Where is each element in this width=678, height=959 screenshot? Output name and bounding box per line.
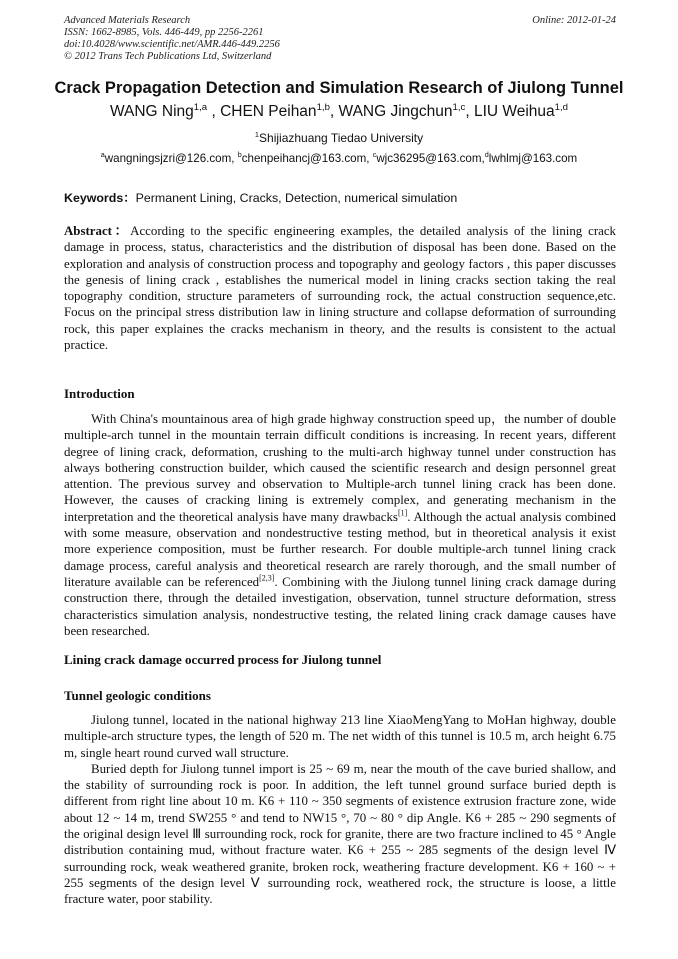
keywords-label: Keywords： (64, 191, 136, 205)
email-address[interactable]: wjc36295@163.com, (376, 152, 485, 165)
subsection-heading: Tunnel geologic conditions (64, 688, 211, 703)
intro-text-1: With China's mountainous area of high grade highway construction speed up，the number of double multiple-arch tunnel in the mountain terrain difficult conditions is increasing. In recent years, different degree of lining crack, deformation, crushing to the multi-arch highway tunnel under construction has always bothering construction builder, which caused the scientific research and design personnel great attention. The previous survey and observation to Multiple-arch tunnel lining crack has been done. However, the causes of cracking lining is extremely complex, and generating mechanism in the interpretation and the theoretical analysis have many drawbacks (64, 412, 616, 524)
affiliation (40, 131, 638, 145)
email-sup: a (100, 150, 105, 160)
email-sup: b (237, 150, 242, 160)
author-sup: 1,d (554, 101, 569, 113)
email-sup: d (484, 150, 489, 160)
intro-text-3: . Combining with the Jiulong tunnel lining crack damage during construction there, through the detailed investigation, observation, tunnel structure deformation, stress characteristics simulation analysis, nondestructive testing, the related lining crack damage causes have been researched. (64, 574, 616, 638)
email-address[interactable]: chenpeihancj@163.com, (241, 152, 373, 165)
abstract (64, 223, 616, 353)
author-name: LIU Weihua (473, 103, 555, 120)
abstract-text: According to the specific engineering examples, the detailed analysis of the lining crack damage in process, status, characteristics and the distribution of disposal has been done. Based on the exploration and analysis of construction process and topography and geology factors , this paper discusses the genesis of lining crack , establishes the numerical model in lining cracks section taking the real topography condition, structure parameters of surrounding rock, the actual construction sequence,etc. Focus on the principal stress distribution law in lining structure and collapse deformation of surrounding rock, this paper explaines the cracks mechanism in theory, and the results is consistent to the actual practice. (64, 224, 617, 353)
abstract-label: Abstract： (64, 224, 131, 238)
geology-paragraph: Jiulong tunnel, located in the national highway 213 line XiaoMengYang to MoHan highway, double multiple-arch structure types, the length of 520 m. The net width of this tunnel is 10.5 m, arch height 6.75 m, single heart round curved wall structure. (64, 713, 616, 760)
author-sup: 1,c (452, 101, 466, 113)
copyright-line: © 2012 Trans Tech Publications Ltd, Switzerland (64, 51, 272, 62)
journal-name: Advanced Materials Research (64, 15, 191, 26)
online-date: Online: 2012-01-24 (532, 15, 616, 26)
introduction-paragraph (64, 411, 616, 639)
author-name: WANG Jingchun (338, 103, 453, 120)
citation-ref[interactable]: [1] (397, 508, 408, 518)
author-sep: , (329, 103, 339, 120)
doi-line: doi:10.4028/www.scientific.net/AMR.446-449.2256 (64, 39, 280, 50)
author-name: CHEN Peihan (220, 103, 317, 120)
intro-text-2: . Although the actual analysis combined with some measure, observation and nondestructive testing method, but in theoretical analysis it exist more experience composition, must be further research. For double multiple-arch tunnel lining crack damage process, careful analysis and theoretical research are rarely thorough, and the small number of literature available can be referenced (64, 509, 616, 589)
author-sep: , (465, 103, 474, 120)
keywords (64, 188, 624, 206)
email-address[interactable]: lwhlmj@163.com (488, 152, 578, 165)
paper-title: Crack Propagation Detection and Simulation Research of Jiulong Tunnel (54, 79, 624, 97)
author-sup: 1,a (193, 101, 208, 113)
introduction-heading: Introduction (64, 386, 135, 401)
section-heading: Lining crack damage occurred process for Jiulong tunnel (64, 652, 382, 667)
geology-paragraph: Buried depth for Jiulong tunnel import is 25 ~ 69 m, near the mouth of the cave buried shallow, and the stability of surrounding rock is poor. In addition, the left tunnel ground surface buried depth is different from right line about 10 m. K6 + 110 ~ 350 segments of existence extrusion fracture zone, wide about 12 ~ 14 m, trend SW255 ° and tend to NW15 °, 70 ~ 80 ° dip Angle. K6 + 285 ~ 290 segments of the original design level Ⅲ surrounding rock, rock for granite, there are two fracture inclined to 45 ° Angle distribution containing mud, without fracture water. K6 + 255 ~ 285 segments of the design level Ⅳ surrounding rock, weak weathered granite, broken rock, weathering fracture development. K6 + 160 ~ + 255 segments of the design level Ⅴ surrounding rock, weathered rock, the structure is loose, a little fracture water, poor stability. (64, 761, 616, 907)
author-sup: 1,b (316, 101, 330, 113)
author-sep: , (207, 103, 221, 120)
geology-body (64, 712, 616, 908)
affiliation-sup: 1 (254, 130, 260, 139)
journal-header (64, 15, 616, 63)
email-list (30, 152, 648, 165)
issn-line: ISSN: 1662-8985, Vols. 446-449, pp 2256-2261 (64, 27, 264, 38)
author-list (40, 103, 638, 121)
introduction-body (64, 411, 616, 639)
author-name: WANG Ning (109, 103, 194, 120)
email-sup: c (372, 150, 377, 160)
citation-ref[interactable]: [2,3] (259, 573, 275, 583)
affiliation-text: Shijiazhuang Tiedao University (259, 131, 424, 145)
email-address[interactable]: wangningsjzri@126.com, (104, 152, 238, 165)
keywords-text: Permanent Lining, Cracks, Detection, numerical simulation (135, 191, 458, 205)
